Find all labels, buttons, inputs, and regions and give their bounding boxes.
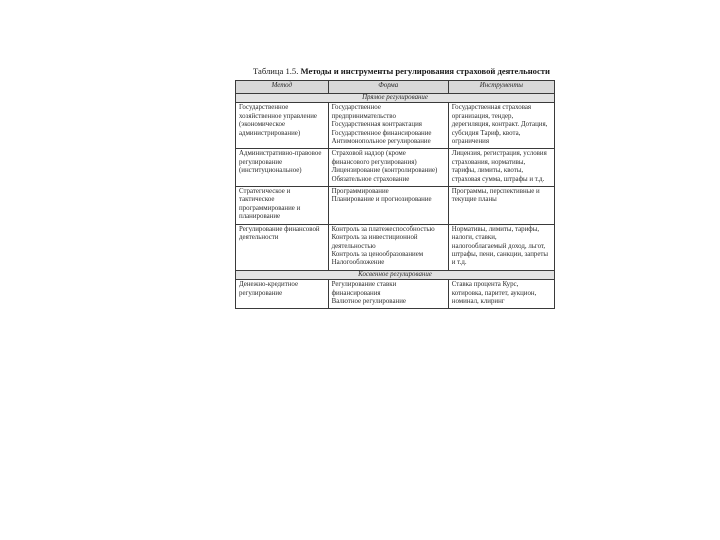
- table-row: [236, 224, 555, 270]
- section-title: Косвенное регулирование: [236, 270, 555, 279]
- table-row: [236, 103, 555, 149]
- method-cell: Регулирование финансовой деятельности: [236, 224, 329, 270]
- form-item: Обязательное страхование: [331, 175, 410, 183]
- form-item: Антимонопольное регулирование: [331, 138, 431, 146]
- method-cell: Административно-правовое регулирование (институциональное): [236, 149, 329, 187]
- method-cell: Государственное хозяйственное управление (экономическое администрирование): [236, 103, 329, 149]
- method-cell: Стратегическое и тактическое программирование и планирование: [236, 187, 329, 225]
- form-item: Регулирование ставки финансирования: [331, 281, 397, 297]
- caption-label: Таблица 1.5.: [253, 66, 299, 76]
- form-item: Лицензирование (контролирование): [331, 167, 438, 175]
- form-item: Страховой надзор (кроме финансового регулирования): [331, 150, 417, 166]
- regulation-table: [235, 80, 555, 309]
- table-row: [236, 280, 555, 309]
- form-item: Программирование: [331, 188, 389, 196]
- tools-cell: Нормативы, лимиты, тарифы, налоги, ставки, налогооблагаемый доход, льгот, штрафы, пени, санкции, запреты и т.д.: [448, 224, 554, 270]
- tools-cell: Программы, перспективные и текущие планы: [448, 187, 554, 225]
- header-method: Метод: [236, 81, 329, 94]
- section-title: Прямое регулирование: [236, 94, 555, 103]
- header-form: Форма: [328, 81, 448, 94]
- form-item: Государственное предпринимательство: [331, 104, 396, 120]
- form-item: Государственное финансирование: [331, 129, 432, 137]
- table-row: [236, 149, 555, 187]
- tools-cell: Лицензия, регистрация, условия страхования, нормативы, тарифы, лимиты, квоты, страховая сумма, штрафы и т.д.: [448, 149, 554, 187]
- header-row: [236, 81, 555, 94]
- section-row-direct: [236, 94, 555, 103]
- caption-title: Методы и инструменты регулирования страховой деятельности: [300, 66, 550, 76]
- header-tools: Инструменты: [448, 81, 554, 94]
- form-cell: [328, 280, 448, 309]
- table-caption: [253, 66, 555, 76]
- form-item: Налогообложение: [331, 259, 385, 267]
- form-cell: [328, 187, 448, 225]
- form-item: Планирование и прогнозирование: [331, 196, 432, 204]
- form-item: Контроль за ценообразованием: [331, 250, 424, 258]
- table-row: [236, 187, 555, 225]
- form-item: Государственная контрактация: [331, 121, 422, 129]
- form-item: Валютное регулирование: [331, 297, 406, 305]
- tools-cell: Государственная страховая организация, тендер, дерегиляция, контракт. Дотация, субсидия Тариф, квота, ограничения: [448, 103, 554, 149]
- section-row-indirect: [236, 270, 555, 279]
- tools-cell: Ставка процента Курс, котировка, паритет, аукцион, номинал, клиринг: [448, 280, 554, 309]
- document-page: [235, 66, 555, 309]
- method-cell: Денежно-кредитное регулирование: [236, 280, 329, 309]
- form-item: Контроль за платежеспособностью: [331, 225, 435, 233]
- form-cell: [328, 103, 448, 149]
- form-item: Контроль за инвестиционной деятельностью: [331, 234, 418, 250]
- form-cell: [328, 224, 448, 270]
- form-cell: [328, 149, 448, 187]
